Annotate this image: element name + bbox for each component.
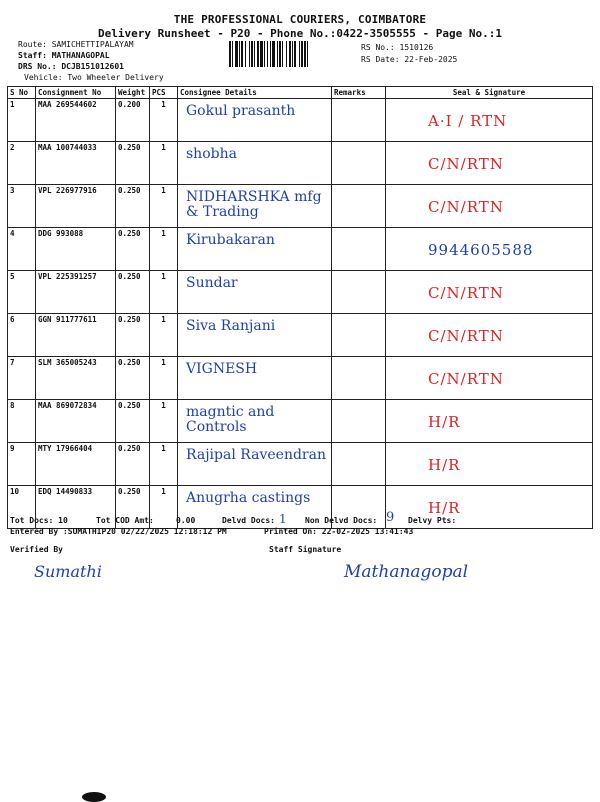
cell-remarks: [332, 400, 386, 443]
cell-pcs-text: 1: [161, 487, 166, 496]
company-title: THE PROFESSIONAL COURIERS, COIMBATORE: [173, 13, 427, 26]
cell-consignment-no-text: MAA 869072834: [38, 401, 97, 410]
cell-weight-text: 0.250: [118, 487, 141, 496]
staff-signature-label: Staff Signature: [269, 545, 342, 554]
cell-sno: [8, 271, 36, 314]
table-row: [8, 314, 593, 357]
cell-pcs: [150, 185, 178, 228]
cell-pcs: [150, 271, 178, 314]
cell-weight: [116, 400, 150, 443]
table-row: [8, 99, 593, 142]
cell-seal: [386, 443, 593, 486]
cell-consignment-no-text: MTY 17966404: [38, 444, 93, 453]
cell-pcs: [150, 99, 178, 142]
cell-consignee-text: NIDHARSHKA mfg & Trading: [186, 189, 322, 221]
delvd-docs-label: Delvd Docs:: [222, 516, 275, 525]
cell-weight: [116, 142, 150, 185]
cell-seal: [386, 228, 593, 271]
cell-consignee: [178, 142, 332, 185]
cell-consignment-no-text: GGN 911777611: [38, 315, 97, 324]
table-row: [8, 443, 593, 486]
header-pcs: PCS: [150, 87, 178, 99]
cell-consignee-text: VIGNESH: [186, 361, 258, 377]
cell-sno-text: 5: [10, 272, 15, 281]
cell-weight: [116, 443, 150, 486]
cell-consignee-text: Sundar: [186, 275, 238, 291]
cell-weight: [116, 314, 150, 357]
cell-consignee: [178, 357, 332, 400]
cell-seal-text: H/R: [428, 499, 461, 517]
cell-sno: [8, 314, 36, 357]
cell-pcs-text: 1: [161, 272, 166, 281]
cell-pcs: [150, 400, 178, 443]
non-delvd-value: 9: [386, 510, 395, 525]
drs-label: DRS No.: DCJB151012601: [18, 62, 124, 71]
cell-seal: [386, 142, 593, 185]
cell-seal: [386, 357, 593, 400]
non-delvd-label: Non Delvd Docs:: [305, 516, 378, 525]
cell-seal-text: H/R: [428, 413, 461, 431]
verified-by-label: Verified By: [10, 545, 63, 554]
cell-remarks: [332, 271, 386, 314]
cell-sno-text: 8: [10, 401, 15, 410]
cell-remarks: [332, 228, 386, 271]
cell-weight: [116, 99, 150, 142]
cell-pcs-text: 1: [161, 358, 166, 367]
cell-consignment-no-text: MAA 269544602: [38, 100, 97, 109]
cell-seal-text: C/N/RTN: [428, 198, 504, 216]
staff-label: Staff: MATHANAGOPAL: [18, 51, 110, 60]
cell-seal-text: C/N/RTN: [428, 370, 504, 388]
delvd-docs-value: 1: [279, 512, 287, 526]
cell-consignment-no: [36, 400, 116, 443]
cell-seal: [386, 185, 593, 228]
cell-sno-text: 10: [10, 487, 20, 496]
cell-pcs-text: 1: [161, 143, 166, 152]
cell-remarks: [332, 99, 386, 142]
cell-sno: [8, 443, 36, 486]
table-row: [8, 400, 593, 443]
delvy-pts-label: Delvy Pts:: [408, 516, 457, 525]
cell-weight-text: 0.250: [118, 272, 141, 281]
cell-consignee-text: Rajipal Raveendran: [186, 447, 326, 463]
header-remarks: Remarks: [332, 87, 386, 99]
cell-pcs: [150, 142, 178, 185]
cell-consignment-no: [36, 228, 116, 271]
cell-weight-text: 0.250: [118, 401, 141, 410]
cell-consignment-no-text: DDG 993088: [38, 229, 84, 238]
cell-seal-text: H/R: [428, 456, 461, 474]
cell-pcs-text: 1: [161, 444, 166, 453]
cell-sno: [8, 400, 36, 443]
cell-pcs-text: 1: [161, 315, 166, 324]
cell-sno: [8, 357, 36, 400]
cell-weight-text: 0.250: [118, 229, 141, 238]
cell-consignment-no-text: VPL 226977916: [38, 186, 97, 195]
cell-pcs-text: 1: [161, 401, 166, 410]
cell-sno-text: 3: [10, 186, 15, 195]
cell-consignment-no-text: VPL 225391257: [38, 272, 97, 281]
cell-sno-text: 4: [10, 229, 15, 238]
cell-consignee-text: Gokul prasanth: [186, 103, 296, 119]
cell-pcs-text: 1: [161, 186, 166, 195]
cell-consignee: [178, 314, 332, 357]
cell-consignment-no: [36, 357, 116, 400]
rs-number: RS No.: 1510126: [361, 43, 434, 52]
cell-consignment-no: [36, 443, 116, 486]
cell-seal: [386, 314, 593, 357]
scan-mark: [82, 792, 106, 802]
header-consignee: Consignee Details: [178, 87, 332, 99]
cell-consignment-no: [36, 99, 116, 142]
cell-sno-text: 1: [10, 100, 15, 109]
cell-consignment-no-text: MAA 100744033: [38, 143, 97, 152]
tot-cod-value: 0.00: [176, 516, 196, 525]
cell-seal: [386, 99, 593, 142]
cell-remarks: [332, 314, 386, 357]
cell-consignment-no: [36, 314, 116, 357]
cell-seal-text: A·I / RTN: [428, 112, 508, 130]
header-weight: Weight: [116, 87, 150, 99]
cell-consignee: [178, 99, 332, 142]
cell-consignee: [178, 228, 332, 271]
cell-consignment-no: [36, 185, 116, 228]
cell-remarks: [332, 357, 386, 400]
cell-sno: [8, 185, 36, 228]
cell-consignee: [178, 400, 332, 443]
cell-weight: [116, 357, 150, 400]
vehicle-label: Vehicle: Two Wheeler Delivery: [24, 73, 164, 82]
cell-weight: [116, 228, 150, 271]
barcode: [229, 41, 353, 67]
cell-weight-text: 0.250: [118, 315, 141, 324]
header-sno: S No: [8, 87, 36, 99]
cell-seal-text: C/N/RTN: [428, 284, 504, 302]
staff-signature: Mathanagopal: [344, 562, 469, 582]
cell-remarks: [332, 185, 386, 228]
table-row: [8, 185, 593, 228]
cell-consignee: [178, 185, 332, 228]
cell-pcs: [150, 357, 178, 400]
cell-seal: [386, 271, 593, 314]
cell-consignee-text: shobha: [186, 146, 237, 162]
cell-pcs-text: 1: [161, 100, 166, 109]
runsheet-table: [7, 86, 593, 529]
cell-pcs-text: 1: [161, 229, 166, 238]
cell-sno: [8, 142, 36, 185]
header-seal: Seal & Signature: [386, 87, 593, 99]
cell-consignee: [178, 271, 332, 314]
table-row: [8, 271, 593, 314]
cell-sno-text: 9: [10, 444, 15, 453]
cell-weight-text: 0.250: [118, 444, 141, 453]
verified-signature: Sumathi: [34, 562, 102, 581]
cell-seal-text: C/N/RTN: [428, 155, 504, 173]
cell-weight-text: 0.200: [118, 100, 141, 109]
cell-consignment-no-text: SLM 365005243: [38, 358, 97, 367]
cell-pcs: [150, 314, 178, 357]
table-row: [8, 357, 593, 400]
cell-seal: [386, 400, 593, 443]
cell-pcs: [150, 443, 178, 486]
cell-consignee-text: Anugrha castings: [186, 490, 311, 506]
cell-pcs: [150, 228, 178, 271]
route-label: Route: SAMICHETTIPALAYAM: [18, 40, 134, 49]
cell-weight: [116, 271, 150, 314]
entered-by: Entered By :SUMATHIP20 02/22/2025 12:18:12 PM: [10, 527, 227, 536]
header-consignment: Consignment No: [36, 87, 116, 99]
rs-date: RS Date: 22-Feb-2025: [361, 55, 458, 64]
cell-consignee-text: Kirubakaran: [186, 232, 275, 248]
cell-sno-text: 2: [10, 143, 15, 152]
cell-sno-text: 6: [10, 315, 15, 324]
cell-consignment-no-text: EDQ 14490833: [38, 487, 93, 496]
cell-consignee: [178, 443, 332, 486]
cell-sno-text: 7: [10, 358, 15, 367]
printed-on: Printed On: 22-02-2025 13:41:43: [264, 527, 414, 536]
table-header-row: [8, 87, 593, 99]
cell-weight: [116, 185, 150, 228]
runsheet-title: Delivery Runsheet - P20 - Phone No.:0422-3505555 - Page No.:1: [98, 27, 502, 40]
cell-weight-text: 0.250: [118, 143, 141, 152]
cell-consignee-text: Siva Ranjani: [186, 318, 276, 334]
cell-sno: [8, 99, 36, 142]
cell-weight-text: 0.250: [118, 186, 141, 195]
cell-consignee-text: magntic and Controls: [186, 404, 275, 436]
cell-sno: [8, 228, 36, 271]
table-row: [8, 142, 593, 185]
cell-weight-text: 0.250: [118, 358, 141, 367]
cell-remarks: [332, 443, 386, 486]
cell-seal-text: 9944605588: [428, 241, 534, 259]
tot-cod-label: Tot COD Amt:: [96, 516, 154, 525]
cell-consignment-no: [36, 271, 116, 314]
cell-remarks: [332, 142, 386, 185]
cell-seal-text: C/N/RTN: [428, 327, 504, 345]
tot-docs: Tot Docs: 10: [10, 516, 68, 525]
table-row: [8, 228, 593, 271]
cell-consignment-no: [36, 142, 116, 185]
